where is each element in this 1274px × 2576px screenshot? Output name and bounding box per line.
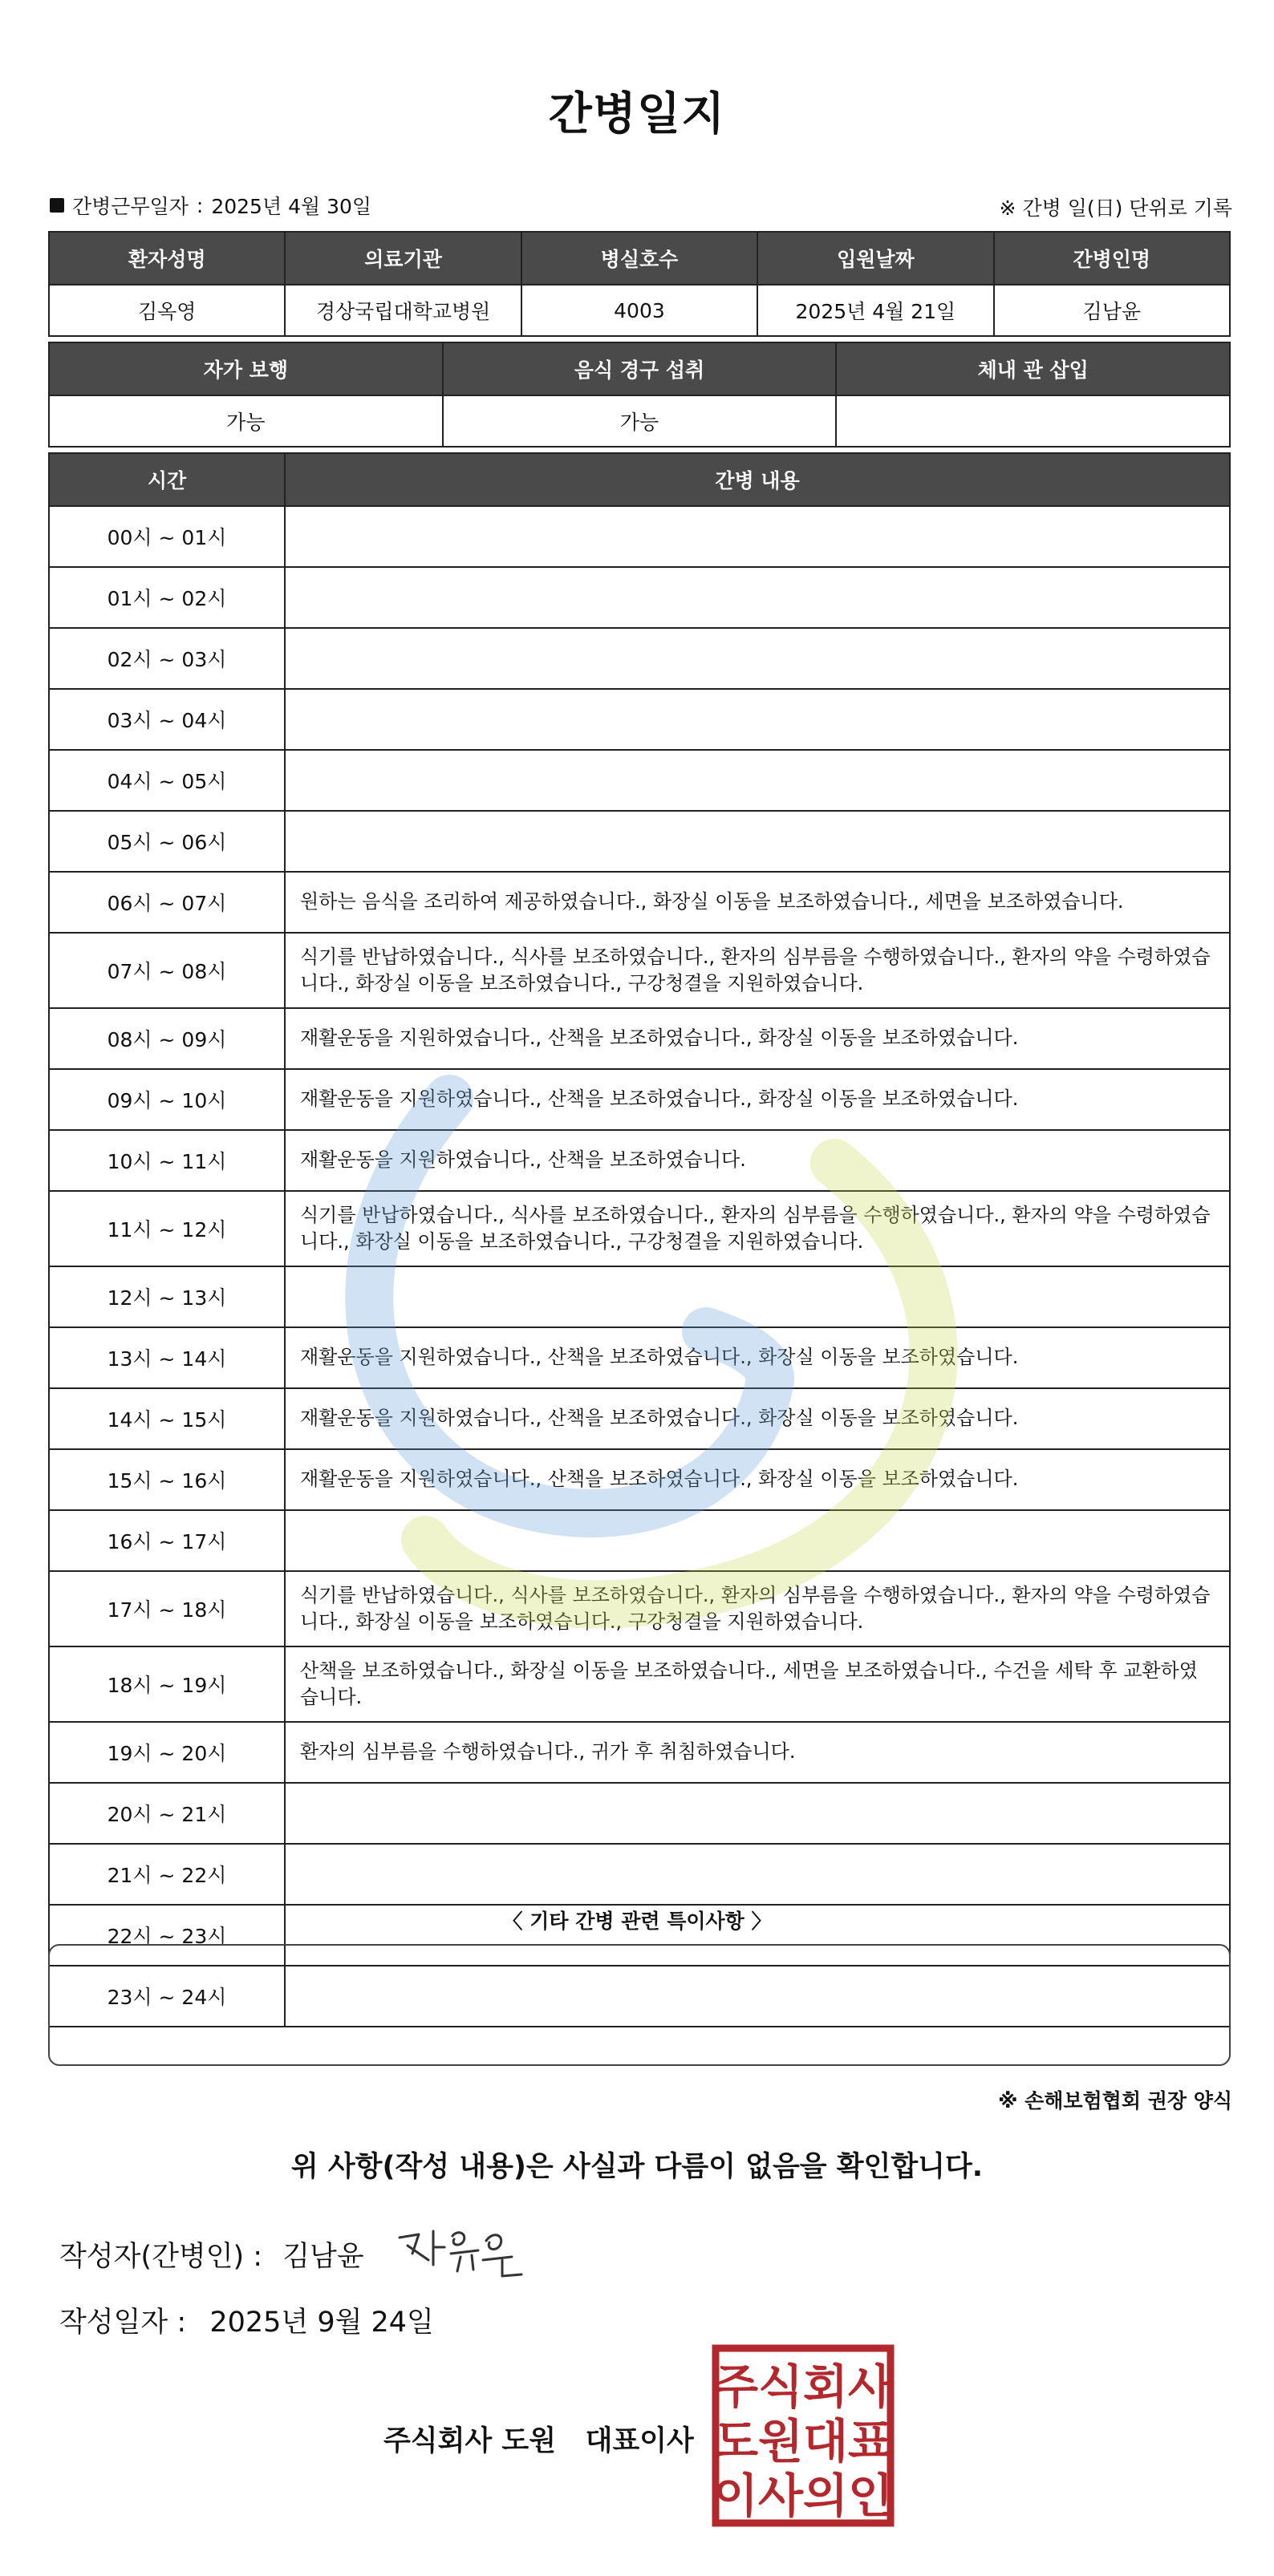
- writer-row: [59, 2234, 375, 2274]
- care-log-row: [49, 1069, 1230, 1130]
- svg-text:이사의인: 이사의인: [712, 2469, 894, 2523]
- care-log-row: [49, 1130, 1230, 1191]
- care-log-row: [49, 689, 1230, 750]
- care-log-row: [49, 567, 1230, 628]
- care-log-time: 07시 ~ 08시: [49, 933, 285, 1008]
- care-log-row: [49, 1388, 1230, 1449]
- special-notes-title: 〈 기타 간병 관련 특이사항 〉: [502, 1910, 772, 1933]
- care-log-row: [49, 1510, 1230, 1571]
- svg-text:도원대표: 도원대표: [712, 2414, 894, 2469]
- self-walking-value: 가능: [49, 395, 443, 447]
- care-log-time: 17시 ~ 18시: [49, 1571, 285, 1646]
- company-representative: 주식회사 도원 대표이사: [383, 2425, 694, 2457]
- care-log-time: 18시 ~ 19시: [49, 1646, 285, 1722]
- care-log-content: 원하는 음식을 조리하여 제공하였습니다., 화장실 이동을 보조하였습니다., 세면을 보조하였습니다.: [285, 872, 1230, 933]
- patient-info-table: [48, 231, 1231, 337]
- care-log-row: [49, 1266, 1230, 1327]
- care-log-time: 09시 ~ 10시: [49, 1069, 285, 1130]
- care-log-row: [49, 933, 1230, 1008]
- care-log-content: 재활운동을 지원하였습니다., 산책을 보조하였습니다., 화장실 이동을 보조하였습니다.: [285, 1388, 1230, 1449]
- care-log-time: 00시 ~ 01시: [49, 506, 285, 567]
- writer-label: 작성자(간병인) :: [59, 2241, 263, 2273]
- care-log-time: 23시 ~ 24시: [49, 1966, 285, 2027]
- care-log-row: [49, 1783, 1230, 1844]
- room-number: 4003: [521, 285, 757, 336]
- form-recommendation-note: ※ 손해보험협회 권장 양식: [998, 2089, 1232, 2112]
- care-log-content: 재활운동을 지원하였습니다., 산책을 보조하였습니다., 화장실 이동을 보조하였습니다.: [285, 1008, 1230, 1069]
- header-care-content: 간병 내용: [285, 453, 1230, 506]
- care-log-time: 08시 ~ 09시: [49, 1008, 285, 1069]
- patient-info-header-row: [49, 232, 1230, 285]
- care-log-content: 환자의 심부름을 수행하였습니다., 귀가 후 취침하였습니다.: [285, 1722, 1230, 1783]
- care-log-row: [49, 628, 1230, 689]
- care-log-content: 재활운동을 지원하였습니다., 산책을 보조하였습니다., 화장실 이동을 보조하였습니다.: [285, 1327, 1230, 1388]
- header-hospital: 의료기관: [285, 232, 521, 285]
- care-log-content: [285, 750, 1230, 811]
- svg-text:주식회사: 주식회사: [712, 2359, 894, 2414]
- care-log-content: [285, 1783, 1230, 1844]
- care-log-content: 재활운동을 지원하였습니다., 산책을 보조하였습니다.: [285, 1130, 1230, 1191]
- care-log-row: [49, 1844, 1230, 1905]
- care-log-time: 05시 ~ 06시: [49, 811, 285, 872]
- patient-name: 김옥영: [49, 285, 285, 336]
- daily-record-note: ※ 간병 일(日) 단위로 기록: [999, 196, 1232, 220]
- oral-intake-value: 가능: [443, 395, 837, 447]
- care-log-time: 01시 ~ 02시: [49, 567, 285, 628]
- care-log-content: [285, 506, 1230, 567]
- header-time: 시간: [49, 453, 285, 506]
- care-log-time: 22시 ~ 23시: [49, 1905, 285, 1966]
- care-log-time: 06시 ~ 07시: [49, 872, 285, 933]
- bullet-square-icon: [50, 198, 64, 213]
- tube-insertion-value: [836, 395, 1230, 447]
- care-log-row: [49, 1008, 1230, 1069]
- care-log-content: [285, 628, 1230, 689]
- confirmation-statement: 위 사항(작성 내용)은 사실과 다름이 없음을 확인합니다.: [290, 2151, 984, 2183]
- care-log-content: [285, 1266, 1230, 1327]
- care-log-time: 10시 ~ 11시: [49, 1130, 285, 1191]
- care-log-time: 20시 ~ 21시: [49, 1783, 285, 1844]
- care-log-row: [49, 1646, 1230, 1722]
- care-date-value: 2025년 4월 30일: [211, 195, 372, 218]
- patient-status-value-row: [49, 395, 1230, 447]
- care-log-time: 12시 ~ 13시: [49, 1266, 285, 1327]
- written-date-row: [59, 2300, 434, 2340]
- care-log-row: [49, 1191, 1230, 1266]
- care-log-time: 21시 ~ 22시: [49, 1844, 285, 1905]
- caregiver-name: 김남윤: [994, 285, 1230, 336]
- care-log-time: 04시 ~ 05시: [49, 750, 285, 811]
- care-log-row: [49, 750, 1230, 811]
- care-log-row: [49, 1449, 1230, 1510]
- care-log-content: [285, 1844, 1230, 1905]
- care-log-time: 11시 ~ 12시: [49, 1191, 285, 1266]
- special-notes-box: [48, 1944, 1231, 2066]
- header-oral-intake: 음식 경구 섭취: [443, 342, 837, 395]
- care-log-time: 16시 ~ 17시: [49, 1510, 285, 1571]
- care-log-row: [49, 872, 1230, 933]
- care-log-time: 03시 ~ 04시: [49, 689, 285, 750]
- care-date-row: [50, 191, 371, 220]
- care-log-row: [49, 1327, 1230, 1388]
- care-date-label: 간병근무일자: [72, 195, 189, 218]
- writer-name: 김남윤: [282, 2241, 364, 2273]
- care-log-row: [49, 811, 1230, 872]
- care-log-row: [49, 1722, 1230, 1783]
- header-tube-insertion: 체내 관 삽입: [836, 342, 1230, 395]
- patient-status-header-row: [49, 342, 1230, 395]
- patient-info-value-row: [49, 285, 1230, 336]
- document-title: 간병일지: [548, 88, 726, 140]
- care-log-content: [285, 689, 1230, 750]
- care-log-content: 산책을 보조하였습니다., 화장실 이동을 보조하였습니다., 세면을 보조하였습니다., 수건을 세탁 후 교환하였습니다.: [285, 1646, 1230, 1722]
- care-log-time: 15시 ~ 16시: [49, 1449, 285, 1510]
- care-log-time: 02시 ~ 03시: [49, 628, 285, 689]
- care-log-content: 식기를 반납하였습니다., 식사를 보조하였습니다., 환자의 심부름을 수행하였습니다., 환자의 약을 수령하였습니다., 화장실 이동을 보조하였습니다., 구강청결을 지원하였습니다.: [285, 1191, 1230, 1266]
- written-date-label: 작성일자 :: [59, 2307, 187, 2339]
- care-log-time: 14시 ~ 15시: [49, 1388, 285, 1449]
- care-log-content: 재활운동을 지원하였습니다., 산책을 보조하였습니다., 화장실 이동을 보조하였습니다.: [285, 1069, 1230, 1130]
- care-log-time: 13시 ~ 14시: [49, 1327, 285, 1388]
- header-room: 병실호수: [521, 232, 757, 285]
- care-log-content: [285, 1510, 1230, 1571]
- written-date-value: 2025년 9월 24일: [209, 2307, 434, 2339]
- care-log-row: [49, 1571, 1230, 1646]
- header-patient-name: 환자성명: [49, 232, 285, 285]
- header-self-walking: 자가 보행: [49, 342, 443, 395]
- patient-status-table: [48, 342, 1231, 448]
- care-log-content: 재활운동을 지원하였습니다., 산책을 보조하였습니다., 화장실 이동을 보조하였습니다.: [285, 1449, 1230, 1510]
- care-log-content: 식기를 반납하였습니다., 식사를 보조하였습니다., 환자의 심부름을 수행하였습니다., 환자의 약을 수령하였습니다., 화장실 이동을 보조하였습니다., 구강청결을 지원하였습니다.: [285, 933, 1230, 1008]
- care-log-table: [48, 452, 1231, 2027]
- care-log-content: [285, 811, 1230, 872]
- care-log-content: 식기를 반납하였습니다., 식사를 보조하였습니다., 환자의 심부름을 수행하였습니다., 환자의 약을 수령하였습니다., 화장실 이동을 보조하였습니다., 구강청결을 지원하였습니다.: [285, 1571, 1230, 1646]
- company-seal-stamp: [711, 2343, 895, 2528]
- care-log-time: 19시 ~ 20시: [49, 1722, 285, 1783]
- hospital-name: 경상국립대학교병원: [285, 285, 521, 336]
- care-log-content: [285, 567, 1230, 628]
- care-log-body: [49, 506, 1230, 2027]
- care-log-row: [49, 506, 1230, 567]
- admission-date: 2025년 4월 21일: [757, 285, 993, 336]
- header-caregiver-name: 간병인명: [994, 232, 1230, 285]
- header-admission-date: 입원날짜: [757, 232, 993, 285]
- care-date-separator: :: [196, 193, 204, 217]
- handwritten-signature: [383, 2213, 552, 2286]
- care-log-header-row: [49, 453, 1230, 506]
